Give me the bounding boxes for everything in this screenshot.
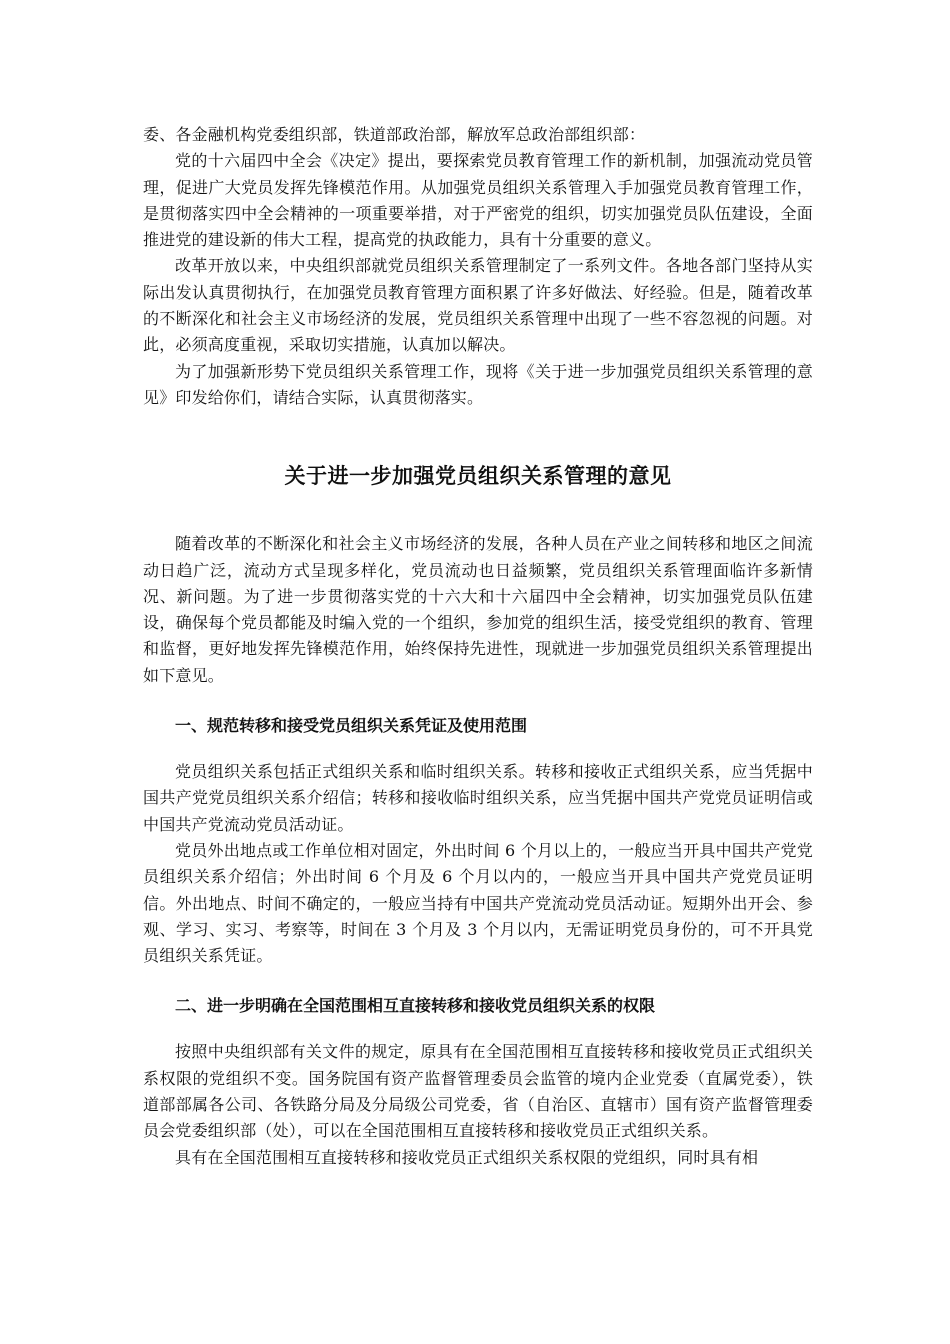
intro-paragraph: 随着改革的不断深化和社会主义市场经济的发展，各种人员在产业之间转移和地区之间流动日趋广泛，流动方式呈现多样化，党员流动也日益频繁，党员组织关系管理面临许多新情况、新问题。为了进一步贯彻落实党的十六大和十六届四中全会精神，切实加强党员队伍建设，确保每个党员都能及时编入党的一个组织，参加党的组织生活，接受党组织的教育、管理和监督，更好地发挥先锋模范作用，始终保持先进性，现就进一步加强党员组织关系管理提出如下意见。 [143, 534, 813, 685]
notice-recipients: 委、各金融机构党委组织部，铁道部政治部，解放军总政治部组织部： [143, 125, 646, 144]
section-2-paragraph: 按照中央组织部有关文件的规定，原具有在全国范围相互直接转移和接收党员正式组织关系权限的党组织不变。国务院国有资产监督管理委员会监管的境内企业党委（直属党委），铁道部部属各公司、各铁路分局及分局级公司党委，省（自治区、直辖市）国有资产监督管理委员会党委组织部（处），可以在全国范围相互直接转移和接收党员正式组织关系。 [143, 1042, 813, 1141]
notice-paragraph: 改革开放以来，中央组织部就党员组织关系管理制定了一系列文件。各地各部门坚持从实际出发认真贯彻执行，在加强党员教育管理方面积累了许多好做法、好经验。但是，随着改革的不断深化和社会主义市场经济的发展，党员组织关系管理中出现了一些不容忽视的问题。对此，必须高度重视，采取切实措施，认真加以解决。 [143, 256, 813, 355]
section-heading-1: 一、规范转移和接受党员组织关系凭证及使用范围 [175, 716, 528, 736]
notice-paragraph: 为了加强新形势下党员组织关系管理工作，现将《关于进一步加强党员组织关系管理的意见》印发给你们，请结合实际，认真贯彻落实。 [143, 361, 813, 407]
document-title: 关于进一步加强党员组织关系管理的意见 [284, 464, 672, 489]
section-1-paragraph: 党员组织关系包括正式组织关系和临时组织关系。转移和接收正式组织关系，应当凭据中国共产党党员组织关系介绍信；转移和接收临时组织关系，应当凭据中国共产党党员证明信或中国共产党流动党员活动证。 [143, 762, 813, 834]
section-heading-2: 二、进一步明确在全国范围相互直接转移和接收党员组织关系的权限 [175, 996, 656, 1016]
document-page [143, 122, 813, 1171]
section-1-paragraph: 党员外出地点或工作单位相对固定，外出时间 6 个月以上的，一般应当开具中国共产党党员组织关系介绍信；外出时间 6 个月及 6 个月以内的，一般应当开具中国共产党党员证明信。外出地点、时间不确定的，一般应当持有中国共产党流动党员活动证。短期外出开会、参观、学习、实习、考察等，时间在 3 个月及 3 个月以内，无需证明党员身份的，可不开具党员组织关系凭证。 [143, 840, 813, 966]
notice-paragraph: 党的十六届四中全会《决定》提出，要探索党员教育管理工作的新机制，加强流动党员管理，促进广大党员发挥先锋模范作用。从加强党员组织关系管理入手加强党员教育管理工作，是贯彻落实四中全会精神的一项重要举措，对于严密党的组织，切实加强党员队伍建设，全面推进党的建设新的伟大工程，提高党的执政能力，具有十分重要的意义。 [143, 151, 813, 250]
section-2-paragraph: 具有在全国范围相互直接转移和接收党员正式组织关系权限的党组织，同时具有相 [175, 1147, 759, 1167]
